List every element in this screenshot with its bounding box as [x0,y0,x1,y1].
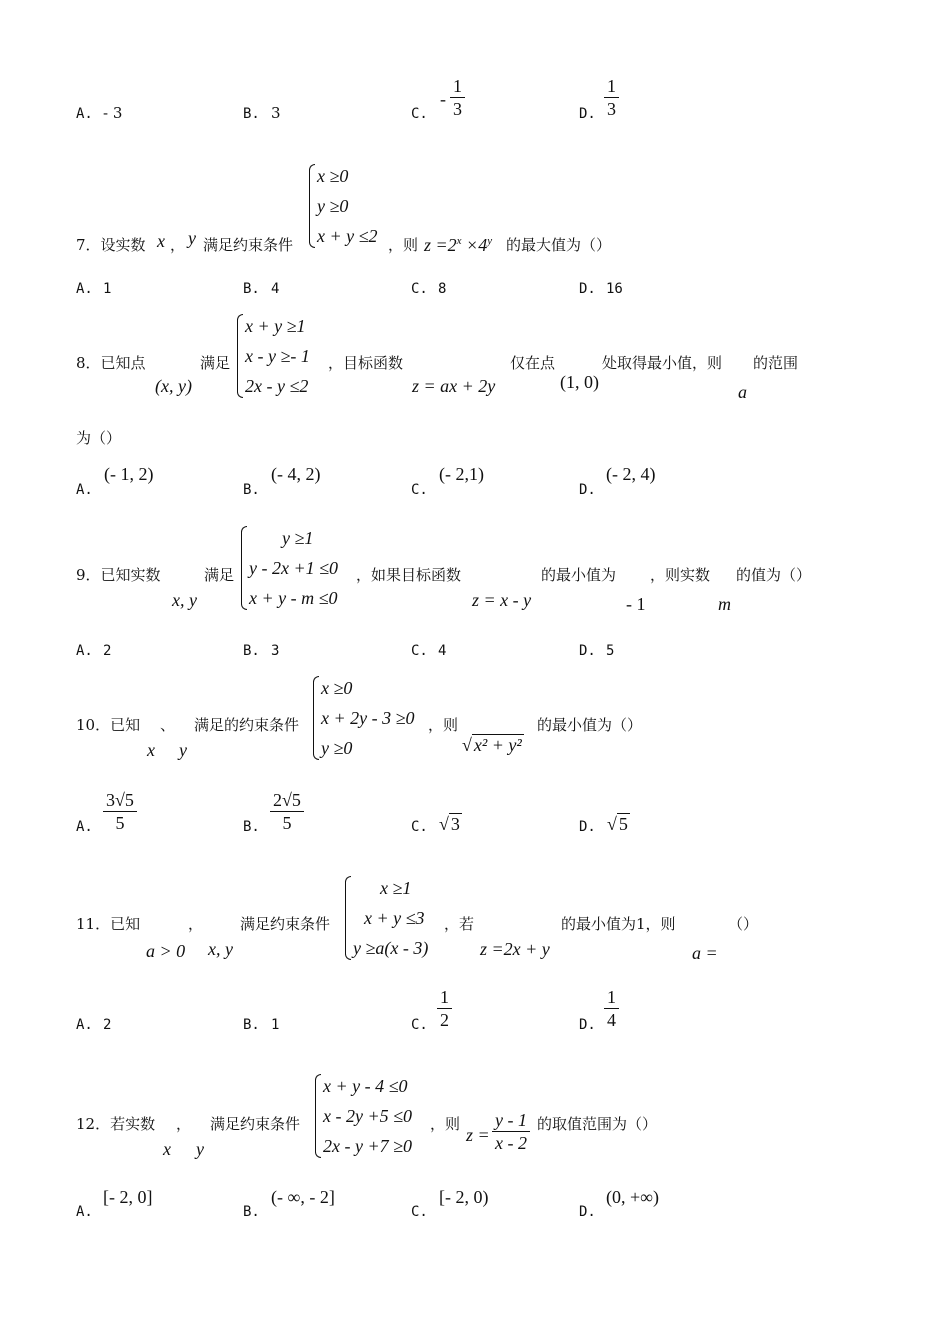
q11-prefix: 11．已知 [76,915,141,933]
fraction-numerator: y - 1 [492,1110,530,1132]
q10-mid: 满足的约束条件 [194,716,300,734]
fraction-denominator: x - 2 [495,1133,527,1153]
q12-var-y: y [196,1139,204,1159]
q12-option-c-value: [- 2, 0) [439,1187,489,1207]
fraction-denominator: 5 [282,813,292,833]
q7-option-d-label: D. [579,281,596,297]
constraint-line: x + y ≥1 [245,316,306,336]
fraction-denominator: 3 [453,99,462,119]
q10-option-b-fraction [270,790,304,833]
constraint-line: y ≥1 [282,528,314,548]
q12-prefix: 12．若实数 [76,1115,156,1133]
q8-option-d-value: (- 2, 4) [606,464,656,484]
q7-suffix: 的最大值为（） [506,236,612,254]
q6-option-d-label: D. [579,106,596,122]
q8-option-a-label: A. [76,482,93,498]
q8-target-point: (1, 0) [560,372,599,392]
q8-option-c-value: (- 2,1) [439,464,484,484]
objective-lhs: z =2 [424,235,457,255]
q7-option-c-value: 8 [438,281,447,297]
fraction-numerator: 1 [604,76,619,98]
constraint-line: x - y ≥- 1 [245,346,310,366]
q11-option-a-value: 2 [103,1017,112,1033]
constraint-line: x + y - 4 ≤0 [323,1076,408,1096]
q10-constraints [321,673,415,763]
q12-option-d-value: (0, +∞) [606,1187,659,1207]
q12-var-x: x [163,1139,171,1159]
q11-option-c-fraction [437,987,452,1030]
q11-a-equals: a = [692,943,718,963]
q7-objective [424,231,492,255]
q9-prefix: 9．已知实数 [76,566,161,584]
q7-mid: 满足约束条件 [203,236,294,254]
q6-option-c-fraction [450,76,465,119]
q9-min: 的最小值为 [541,566,617,584]
q9-suffix: 的值为（） [736,566,812,584]
q9-goal: ，如果目标函数 [356,566,462,584]
objective-mid: ×4 [461,235,488,255]
q8-range: 的范围 [753,354,799,372]
q11-mid: 满足约束条件 [240,915,331,933]
q11-constraints [353,873,428,963]
q9-option-d-value: 5 [606,643,615,659]
constraint-line: x - 2y +5 ≤0 [323,1106,412,1126]
q8-continuation: 为（） [76,429,122,447]
q12-option-a-value: [- 2, 0] [103,1187,153,1207]
q9-option-b-label: B. [243,643,260,659]
constraint-line: x + y ≤2 [317,226,378,246]
q8-min: 处取得最小值，则 [602,354,723,372]
q8-option-a-value: (- 1, 2) [104,464,154,484]
q8-option-b-value: (- 4, 2) [271,464,321,484]
constraint-line: y - 2x +1 ≤0 [249,558,338,578]
q10-option-c-label: C. [411,819,428,835]
q9-option-c-label: C. [411,643,428,659]
constraint-line: x + y - m ≤0 [249,588,338,608]
q7-option-d-value: 16 [606,281,623,297]
q11-option-b-value: 1 [271,1017,280,1033]
q8-goal: ，目标函数 [328,354,404,372]
sqrt-radicand: 3 [450,814,460,834]
q9-mid: 满足 [204,566,235,584]
q11-min: 的最小值为1，则 [561,915,676,933]
q10-then: ，则 [428,716,459,734]
q12-option-b-label: B. [243,1204,260,1220]
q9-option-a-value: 2 [103,643,112,659]
q9-objective: z = x - y [472,590,532,610]
q10-separator: 、 [160,716,176,734]
q7-option-b-label: B. [243,281,260,297]
q11-vars: x, y [208,939,233,959]
constraint-line: x ≥0 [321,678,353,698]
q8-objective: z = ax + 2y [412,376,496,396]
fraction-numerator: 1 [450,76,465,98]
q7-var-x: x [157,231,165,251]
q12-suffix: 的取值范围为（） [537,1115,658,1133]
q10-suffix: 的最小值为（） [537,716,643,734]
sqrt-icon: √ [462,735,472,755]
q8-option-c-label: C. [411,482,428,498]
q7-comma: ， [170,236,186,254]
q9-brace [241,526,247,610]
q8-option-d-label: D. [579,482,596,498]
objective-exp-x: x [456,235,462,247]
q12-constraints [323,1071,412,1161]
q7-brace [309,164,315,248]
q6-option-d-fraction [604,76,619,119]
q12-z-equals: z = [466,1125,490,1145]
constraint-line: x + 2y - 3 ≥0 [321,708,415,728]
q12-objective-fraction [492,1110,530,1153]
q7-option-a-label: A. [76,281,93,297]
q9-option-a-label: A. [76,643,93,659]
q10-option-d-label: D. [579,819,596,835]
q6-option-a-label: A. [76,106,93,122]
constraint-line: 2x - y +7 ≥0 [323,1136,412,1156]
q10-var-y: y [179,740,187,760]
sqrt-radicand: x² + y² [473,735,522,755]
q10-var-x: x [147,740,155,760]
q9-then: ，则实数 [650,566,711,584]
q11-condition: a > 0 [146,941,186,961]
q12-option-d-label: D. [579,1204,596,1220]
q7-prefix: 7．设实数 [76,236,146,254]
q10-option-a-fraction [103,790,137,833]
q9-constraints [249,523,338,613]
constraint-line: x ≥0 [317,166,349,186]
q8-constraints [245,311,310,401]
fraction-denominator: 5 [115,813,125,833]
q9-var-m: m [718,594,731,614]
constraint-line: y ≥0 [321,738,353,758]
q6-option-a-value: - 3 [103,104,123,122]
q8-option-b-label: B. [243,482,260,498]
q9-option-c-value: 4 [438,643,447,659]
q6-option-c-sign: - [440,89,446,109]
q7-constraints [317,161,378,251]
q7-option-a-value: 1 [103,281,112,297]
constraint-line: y ≥0 [317,196,349,216]
q6-option-b-label: B. [243,106,260,122]
q8-mid: 满足 [200,354,231,372]
q10-option-c-sqrt [439,814,462,835]
q11-option-a-label: A. [76,1017,93,1033]
fraction-denominator: 4 [607,1010,616,1030]
q8-prefix: 8．已知点 [76,354,146,372]
q7-then: ，则 [388,236,419,254]
q11-brace [345,876,351,960]
q11-comma: ， [188,915,204,933]
q7-option-b-value: 4 [271,281,280,297]
q11-option-b-label: B. [243,1017,260,1033]
sqrt-icon: √ [607,814,617,834]
q12-option-b-value: (- ∞, - 2] [271,1187,335,1207]
q9-option-b-value: 3 [271,643,280,659]
q11-objective: z =2x + y [480,939,550,959]
q6-option-b-value: 3 [271,104,281,122]
q10-option-b-label: B. [243,819,260,835]
q10-prefix: 10．已知 [76,716,141,734]
fraction-denominator: 2 [440,1010,449,1030]
q10-brace [313,676,319,760]
q8-only: 仅在点 [510,354,556,372]
sqrt-icon: √ [439,814,449,834]
q10-option-d-sqrt [607,814,630,835]
fraction-numerator: 3√5 [103,790,137,812]
sqrt-radicand: 5 [618,814,628,834]
q12-option-c-label: C. [411,1204,428,1220]
constraint-line: y ≥a(x - 3) [353,938,429,958]
constraint-line: x + y ≤3 [364,908,425,928]
fraction-numerator: 1 [437,987,452,1009]
q9-vars: x, y [172,590,197,610]
q10-option-a-label: A. [76,819,93,835]
objective-exp-y: y [487,235,493,247]
q12-brace [315,1074,321,1158]
fraction-denominator: 3 [607,99,616,119]
q8-point: (x, y) [155,376,192,396]
q12-then: ，则 [430,1115,461,1133]
q7-option-c-label: C. [411,281,428,297]
q9-min-value: - 1 [626,594,646,614]
q11-option-d-label: D. [579,1017,596,1033]
q9-option-d-label: D. [579,643,596,659]
q10-sqrt-expression [462,735,524,756]
q12-option-a-label: A. [76,1204,93,1220]
q11-if: ，若 [444,915,475,933]
q7-var-y: y [188,228,196,248]
q11-option-c-label: C. [411,1017,428,1033]
fraction-numerator: 1 [604,987,619,1009]
constraint-line: 2x - y ≤2 [245,376,309,396]
q8-var-a: a [738,382,747,402]
q11-suffix: （） [728,915,759,933]
q8-brace [237,314,243,398]
q12-mid: 满足约束条件 [210,1115,301,1133]
constraint-line: x ≥1 [380,878,412,898]
fraction-numerator: 2√5 [270,790,304,812]
q12-comma: ， [176,1115,192,1133]
q11-option-d-fraction [604,987,619,1030]
q6-option-c-label: C. [411,106,428,122]
